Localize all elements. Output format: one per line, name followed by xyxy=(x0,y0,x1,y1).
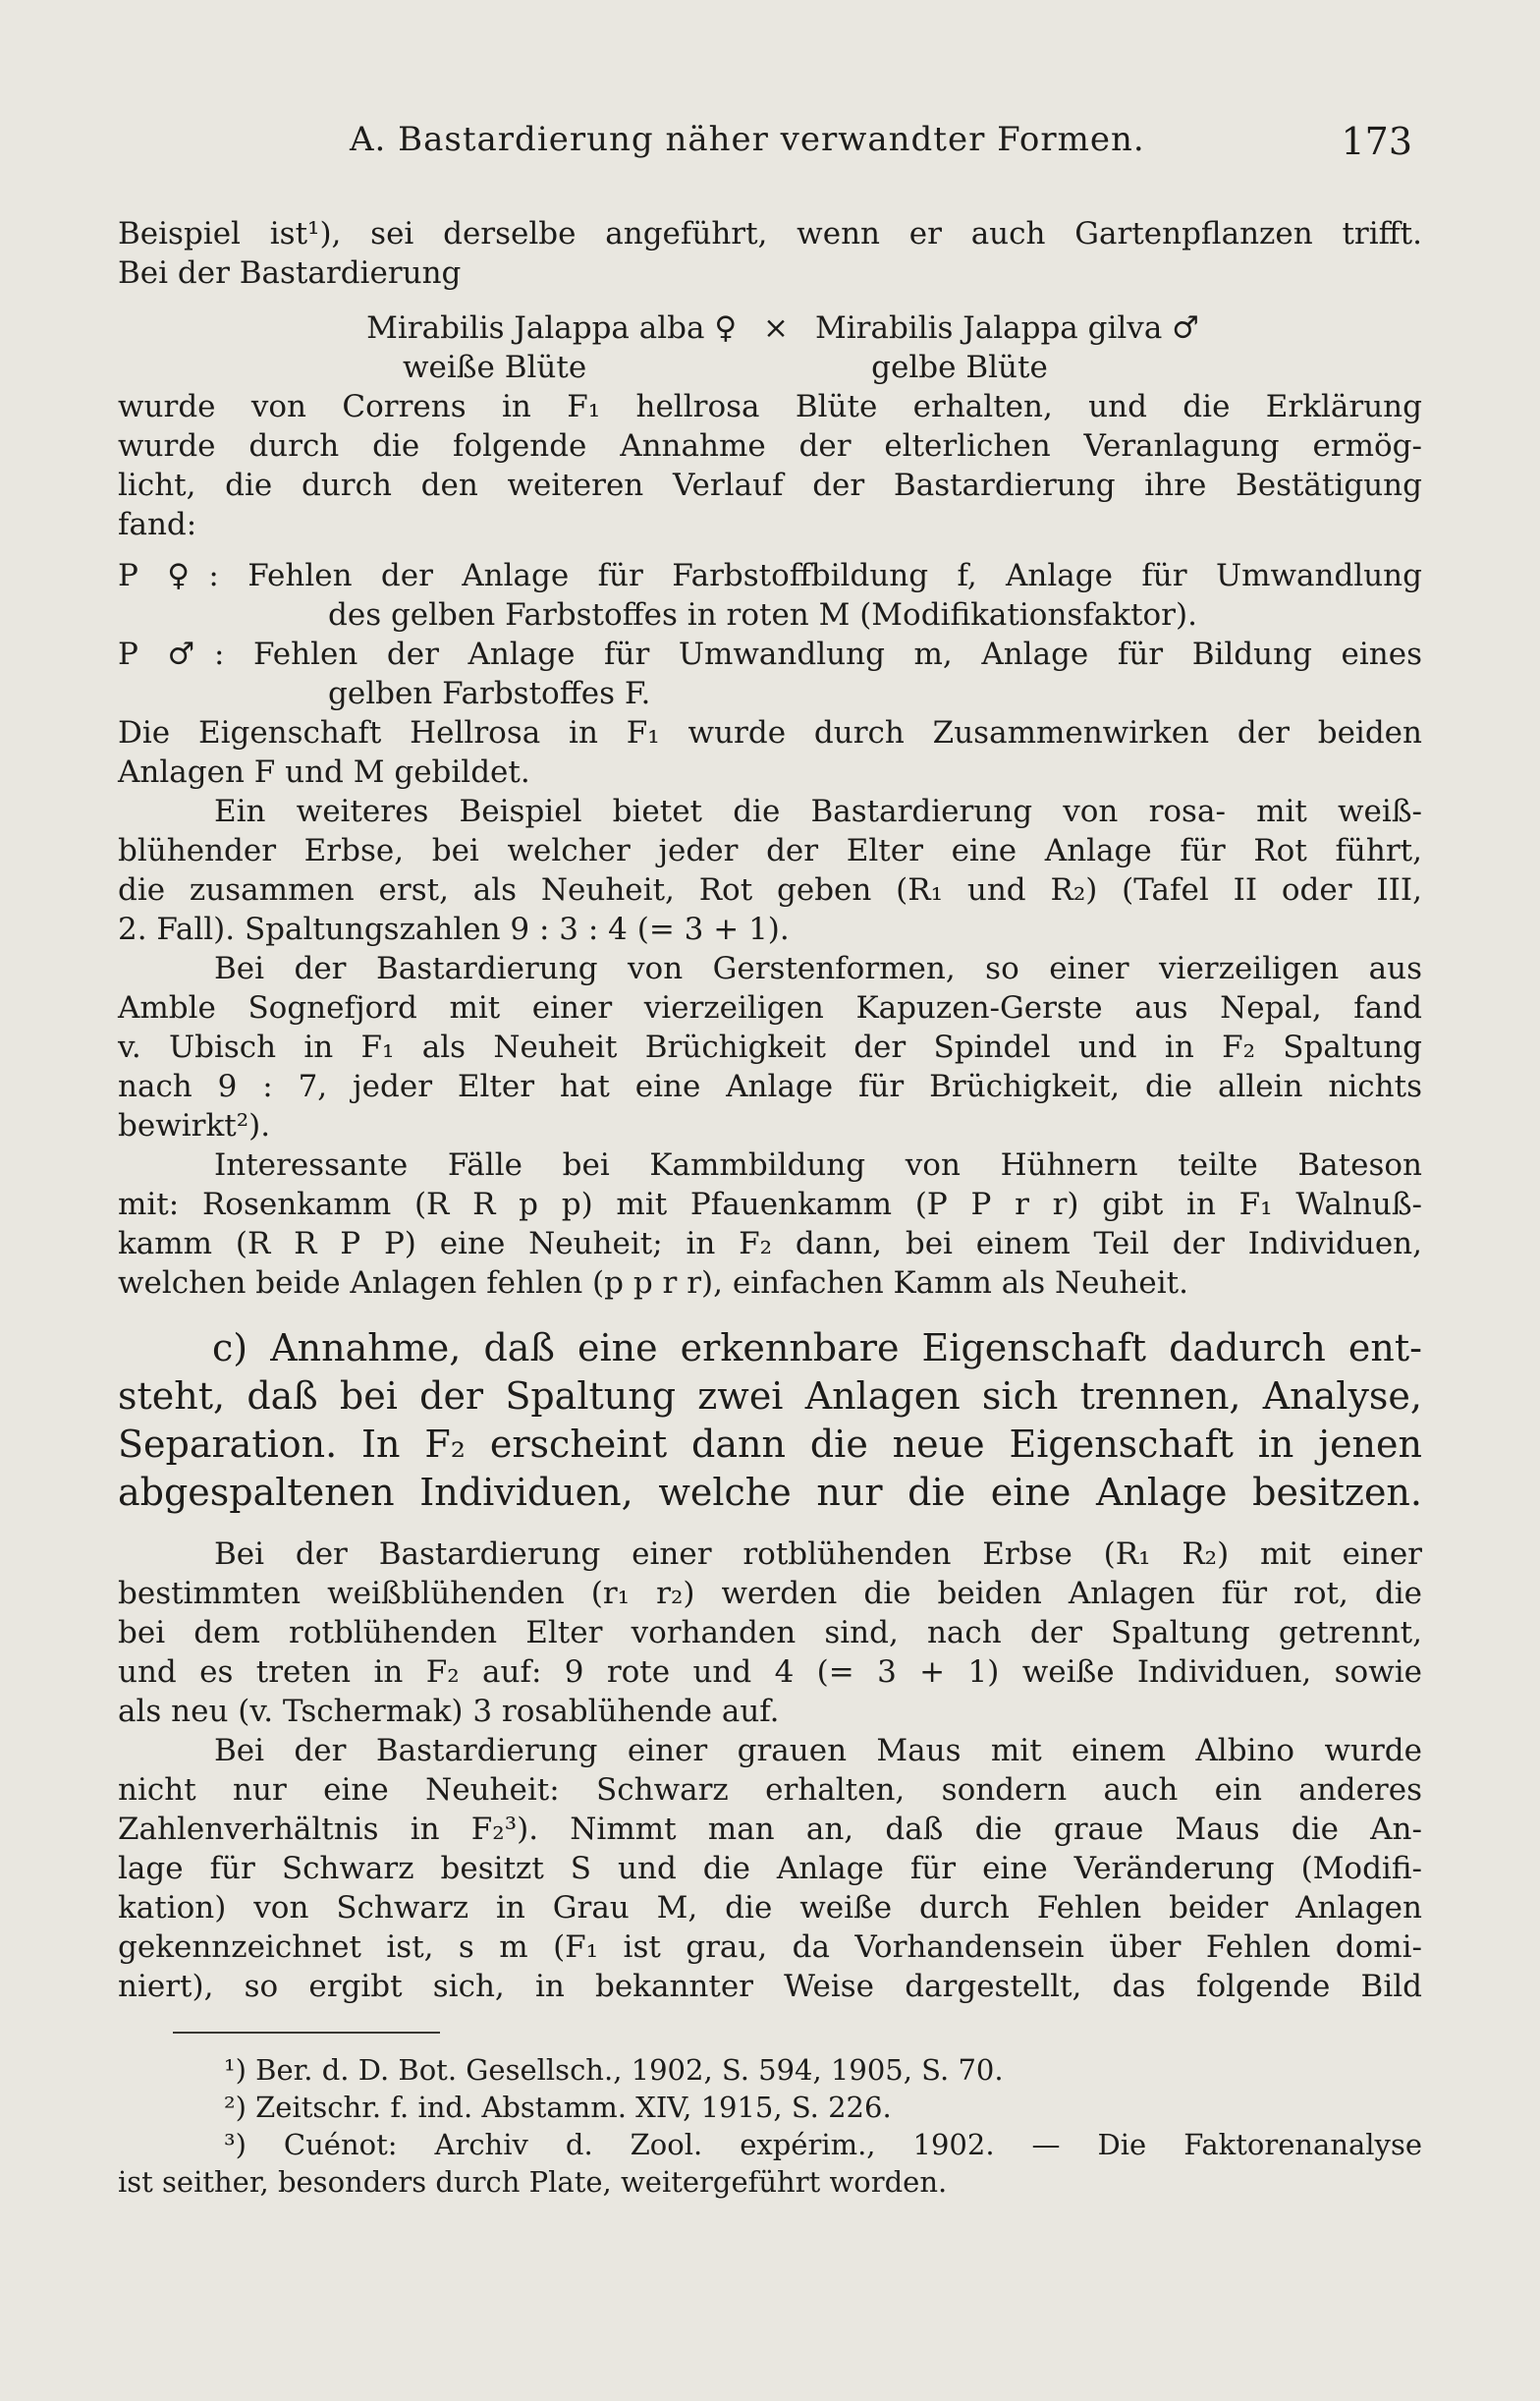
text-line: kation) von Schwarz in Grau M, die weiße durch Fehlen beider Anlagen xyxy=(118,1890,1422,1926)
text-line: nicht nur eine Neuheit: Schwarz erhalten, sondern auch ein anderes xyxy=(118,1772,1422,1808)
text-line: des gelben Farbstoffes in roten M (Modifikationsfaktor). xyxy=(328,597,1197,633)
text-line: Zahlenverhältnis in F₂³). Nimmt man an, daß die graue Maus die An- xyxy=(118,1812,1422,1847)
text-line: P ♀: Fehlen der Anlage für Farbstoffbildung f, Anlage für Umwandlung xyxy=(118,558,1422,593)
paragraph xyxy=(118,1535,1422,1731)
text-line: welchen beide Anlagen fehlen (p p r r), einfachen Kamm als Neuheit. xyxy=(118,1265,1188,1301)
text-line: Bei der Bastardierung xyxy=(118,255,462,291)
text-line: mit: Rosenkamm (R R p p) mit Pfauenkamm (P P r r) gibt in F₁ Walnuß- xyxy=(118,1187,1422,1222)
section-c-heading xyxy=(118,1324,1422,1517)
text-line: gekennzeichnet ist, s m (F₁ ist grau, da Vorhandensein über Fehlen domi- xyxy=(118,1929,1422,1965)
text-line: als neu (v. Tschermak) 3 rosablühende auf. xyxy=(118,1694,780,1729)
paragraph xyxy=(118,387,1422,544)
page-number: 173 xyxy=(1341,120,1412,163)
text-line: bewirkt²). xyxy=(118,1108,271,1144)
cross-symbol: × xyxy=(763,310,789,346)
text-line: Amble Sognefjord mit einer vierzeiligen Kapuzen-Gerste aus Nepal, fand xyxy=(118,990,1422,1026)
text-line: wurde von Correns in F₁ hellrosa Blüte erhalten, und die Erklärung xyxy=(118,389,1422,424)
text-line: niert), so ergibt sich, in bekannter Weise dargestellt, das folgende Bild xyxy=(118,1969,1422,2004)
text-line: Die Eigenschaft Hellrosa in F₁ wurde durch Zusammenwirken der beiden xyxy=(118,715,1422,751)
flower-colors xyxy=(118,348,1422,387)
footnote-continuation: ist seither, besonders durch Plate, weitergeführt worden. xyxy=(118,2165,948,2199)
text-line: bei dem rotblühenden Elter vorhanden sind, nach der Spaltung getrennt, xyxy=(118,1615,1422,1650)
hypothesis-female xyxy=(118,556,1422,635)
flower-color-female: weiße Blüte xyxy=(403,350,587,385)
text-line: Anlagen F und M gebildet. xyxy=(118,754,530,790)
page-body xyxy=(118,214,1422,2201)
text-line: Interessante Fälle bei Kammbildung von Hühnern teilte Bateson xyxy=(214,1147,1422,1183)
text-line: c) Annahme, daß eine erkennbare Eigenschaft dadurch ent- xyxy=(212,1326,1422,1369)
text-line: fand: xyxy=(118,507,197,542)
text-line: steht, daß bei der Spaltung zwei Anlagen sich trennen, Analyse, xyxy=(118,1374,1422,1418)
text-line: Separation. In F₂ erscheint dann die neue Eigenschaft in jenen xyxy=(118,1423,1422,1466)
text-line: Bei der Bastardierung von Gerstenformen, so einer vierzeiligen aus xyxy=(214,951,1422,986)
text-line: Ein weiteres Beispiel bietet die Bastardierung von rosa- mit weiß- xyxy=(214,794,1422,829)
text-line: Beispiel ist¹), sei derselbe angeführt, wenn er auch Gartenpflanzen trifft. xyxy=(118,216,1422,251)
text-line: Bei der Bastardierung einer rotblühenden Erbse (R₁ R₂) mit einer xyxy=(214,1536,1422,1572)
footnotes xyxy=(118,2051,1422,2201)
cross-formula xyxy=(118,308,1422,348)
running-title: A. Bastardierung näher verwandter Formen. xyxy=(350,120,1145,159)
text-line: Bei der Bastardierung einer grauen Maus mit einem Albino wurde xyxy=(214,1733,1422,1768)
cross-parent-female: Mirabilis Jalappa alba ♀ xyxy=(366,310,737,346)
footnote: ¹) Ber. d. D. Bot. Gesellsch., 1902, S. 594, 1905, S. 70. xyxy=(224,2053,1004,2087)
flower-color-male: gelbe Blüte xyxy=(871,350,1048,385)
footnote-divider xyxy=(173,2032,440,2034)
hypothesis-male xyxy=(118,635,1422,713)
page-header xyxy=(350,120,1412,179)
text-line: lage für Schwarz besitzt S und die Anlage für eine Veränderung (Modifi- xyxy=(118,1851,1422,1886)
text-line: kamm (R R P P) eine Neuheit; in F₂ dann, bei einem Teil der Individuen, xyxy=(118,1226,1422,1261)
paragraph xyxy=(118,1145,1422,1303)
text-line: bestimmten weißblühenden (r₁ r₂) werden die beiden Anlagen für rot, die xyxy=(118,1576,1422,1611)
text-line: P ♂: Fehlen der Anlage für Umwandlung m, Anlage für Bildung eines xyxy=(118,637,1422,672)
text-line: abgespaltenen Individuen, welche nur die eine Anlage besitzen. xyxy=(118,1471,1422,1514)
text-line: die zusammen erst, als Neuheit, Rot geben (R₁ und R₂) (Tafel II oder III, xyxy=(118,872,1422,908)
text-line: und es treten in F₂ auf: 9 rote und 4 (= 3 + 1) weiße Individuen, sowie xyxy=(118,1654,1422,1690)
paragraph xyxy=(118,1731,1422,2006)
footnote: ³) Cuénot: Archiv d. Zool. expérim., 1902. — Die Faktorenanalyse xyxy=(224,2128,1422,2161)
text-line: licht, die durch den weiteren Verlauf der Bastardierung ihre Bestätigung xyxy=(118,468,1422,503)
text-line: nach 9 : 7, jeder Elter hat eine Anlage für Brüchigkeit, die allein nichts xyxy=(118,1069,1422,1104)
text-line: v. Ubisch in F₁ als Neuheit Brüchigkeit der Spindel und in F₂ Spaltung xyxy=(118,1030,1422,1065)
paragraph xyxy=(118,713,1422,792)
footnote: ²) Zeitschr. f. ind. Abstamm. XIV, 1915, S. 226. xyxy=(224,2091,892,2124)
text-line: blühender Erbse, bei welcher jeder der Elter eine Anlage für Rot führt, xyxy=(118,833,1422,868)
paragraph xyxy=(118,949,1422,1145)
paragraph xyxy=(118,792,1422,949)
cross-parent-male: Mirabilis Jalappa gilva ♂ xyxy=(815,310,1199,346)
text-line: 2. Fall). Spaltungszahlen 9 : 3 : 4 (= 3 + 1). xyxy=(118,912,790,947)
text-line: wurde durch die folgende Annahme der elterlichen Veranlagung ermög- xyxy=(118,428,1422,464)
text-line: gelben Farbstoffes F. xyxy=(328,676,651,711)
